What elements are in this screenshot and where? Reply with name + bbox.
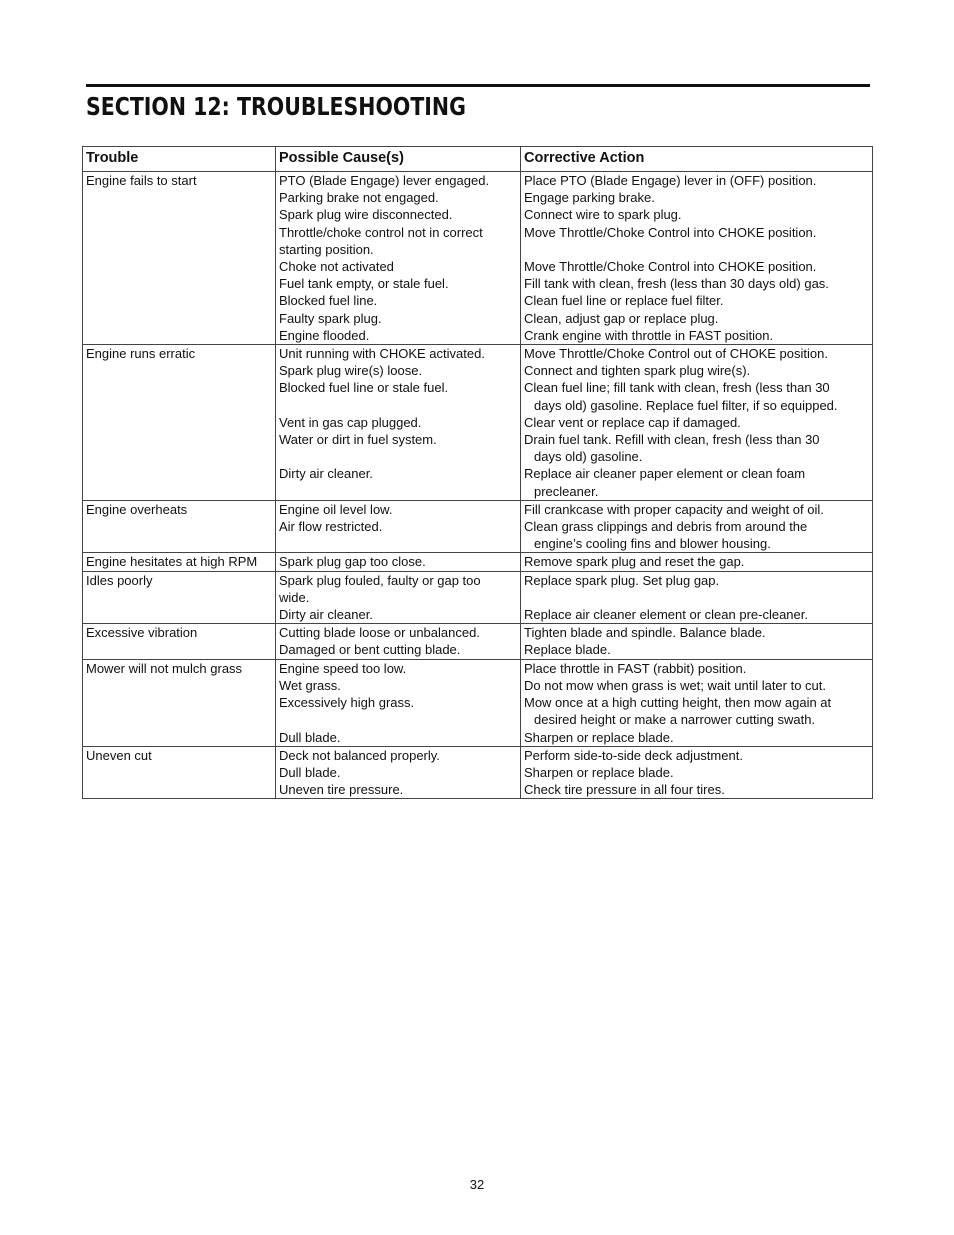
action-line: Clear vent or replace cap if damaged.	[524, 414, 741, 430]
cause-line: Parking brake not engaged.	[279, 190, 439, 206]
title-rule	[86, 84, 870, 87]
causes-cell	[276, 345, 521, 501]
action-line: Place PTO (Blade Engage) lever in (OFF) position.	[524, 173, 817, 188]
action-line: Drain fuel tank. Refill with clean, fresh (less than 30	[524, 432, 820, 448]
cause-line	[279, 397, 517, 414]
trouble-text: Excessive vibration	[86, 625, 198, 641]
causes-cell	[276, 172, 521, 345]
page-number: 32	[469, 1177, 485, 1192]
table-row	[83, 659, 873, 746]
action-line: Replace blade.	[524, 642, 611, 658]
action-line: Connect wire to spark plug.	[524, 207, 682, 223]
cause-line: wide.	[279, 589, 310, 605]
table-row	[83, 172, 873, 345]
table-row	[83, 571, 873, 624]
cause-line: Spark plug gap too close.	[279, 554, 426, 570]
table-row	[83, 500, 873, 553]
cause-line: Vent in gas cap plugged.	[279, 414, 422, 430]
actions-cell	[521, 624, 873, 659]
table-row	[83, 624, 873, 659]
cause-line: Dirty air cleaner.	[279, 607, 373, 623]
action-line: days old) gasoline.	[534, 449, 643, 465]
trouble-cell	[83, 624, 276, 659]
action-line: Place throttle in FAST (rabbit) position.	[524, 660, 747, 676]
cause-line: Choke not activated	[279, 259, 394, 275]
cause-line: Excessively high grass.	[279, 695, 415, 711]
action-line: engine’s cooling fins and blower housing.	[534, 536, 771, 552]
trouble-cell	[83, 659, 276, 746]
table-body	[83, 172, 873, 799]
cause-line: Fuel tank empty, or stale fuel.	[279, 276, 449, 292]
actions-cell	[521, 553, 873, 571]
action-line: Sharpen or replace blade.	[524, 729, 674, 745]
action-line: Move Throttle/Choke Control into CHOKE position.	[524, 224, 817, 240]
action-line: Sharpen or replace blade.	[524, 764, 674, 780]
cause-line	[279, 483, 517, 500]
trouble-text: Uneven cut	[86, 747, 152, 763]
cause-line	[279, 711, 517, 728]
cause-line: Unit running with CHOKE activated.	[279, 346, 485, 362]
trouble-text: Engine hesitates at high RPM	[86, 554, 258, 570]
trouble-cell	[83, 500, 276, 553]
action-line: Replace air cleaner element or clean pre-cleaner.	[524, 607, 808, 623]
trouble-cell	[83, 553, 276, 571]
cause-line: Spark plug wire disconnected.	[279, 207, 453, 223]
action-line: Perform side-to-side deck adjustment.	[524, 747, 743, 763]
trouble-text: Engine fails to start	[86, 173, 197, 188]
causes-cell	[276, 659, 521, 746]
trouble-text: Mower will not mulch grass	[86, 660, 243, 676]
actions-cell	[521, 746, 873, 799]
causes-cell	[276, 553, 521, 571]
action-line: Clean grass clippings and debris from around the	[524, 519, 808, 535]
cause-line: Spark plug fouled, faulty or gap too	[279, 572, 481, 588]
action-line: Mow once at a high cutting height, then mow again at	[524, 695, 832, 711]
cause-line: Spark plug wire(s) loose.	[279, 363, 423, 379]
cause-line: Engine speed too low.	[279, 660, 407, 676]
cause-line: Wet grass.	[279, 677, 341, 693]
trouble-cell	[83, 571, 276, 624]
action-line: Clean, adjust gap or replace plug.	[524, 310, 719, 326]
trouble-cell	[83, 172, 276, 345]
actions-cell	[521, 500, 873, 553]
cause-line: Blocked fuel line.	[279, 293, 378, 309]
cause-line	[279, 535, 517, 552]
action-line: Fill tank with clean, fresh (less than 30 days old) gas.	[524, 276, 829, 292]
cause-line: Air flow restricted.	[279, 519, 383, 535]
cause-line: Water or dirt in fuel system.	[279, 432, 437, 448]
trouble-text: Engine runs erratic	[86, 346, 196, 362]
trouble-cell	[83, 746, 276, 799]
header-trouble: Trouble	[83, 147, 276, 172]
action-line: desired height or make a narrower cutting swath.	[534, 712, 816, 728]
cause-line: PTO (Blade Engage) lever engaged.	[279, 173, 490, 188]
cause-line: Blocked fuel line or stale fuel.	[279, 380, 449, 396]
action-line: Do not mow when grass is wet; wait until later to cut.	[524, 677, 827, 693]
actions-cell	[521, 345, 873, 501]
causes-cell	[276, 500, 521, 553]
cause-line: Faulty spark plug.	[279, 310, 382, 326]
action-line: Connect and tighten spark plug wire(s).	[524, 363, 751, 379]
table-row	[83, 345, 873, 501]
cause-line: Uneven tire pressure.	[279, 782, 404, 798]
actions-cell	[521, 571, 873, 624]
cause-line	[279, 448, 517, 465]
action-line	[524, 241, 869, 258]
action-line: Clean fuel line; fill tank with clean, fresh (less than 30	[524, 380, 830, 396]
action-line: Tighten blade and spindle. Balance blade.	[524, 625, 766, 641]
troubleshooting-table	[82, 146, 873, 799]
trouble-text: Engine overheats	[86, 501, 188, 517]
table-row	[83, 746, 873, 799]
causes-cell	[276, 746, 521, 799]
action-line: Remove spark plug and reset the gap.	[524, 554, 745, 570]
cause-line: starting position.	[279, 241, 374, 257]
cause-line: Engine oil level low.	[279, 501, 393, 517]
action-line: days old) gasoline. Replace fuel filter, if so equipped.	[534, 397, 838, 413]
action-line: Move Throttle/Choke Control into CHOKE position.	[524, 259, 817, 275]
action-line: Replace spark plug. Set plug gap.	[524, 572, 720, 588]
action-line: Replace air cleaner paper element or clean foam	[524, 466, 806, 482]
cause-line: Cutting blade loose or unbalanced.	[279, 625, 480, 641]
action-line: Clean fuel line or replace fuel filter.	[524, 293, 724, 309]
action-line: Check tire pressure in all four tires.	[524, 782, 725, 798]
action-line	[524, 589, 869, 606]
actions-cell	[521, 172, 873, 345]
cause-line: Throttle/choke control not in correct	[279, 224, 483, 240]
trouble-text: Idles poorly	[86, 572, 153, 588]
header-possible-causes: Possible Cause(s)	[276, 147, 521, 172]
causes-cell	[276, 624, 521, 659]
cause-line: Dull blade.	[279, 764, 341, 780]
action-line: Fill crankcase with proper capacity and weight of oil.	[524, 501, 824, 517]
trouble-cell	[83, 345, 276, 501]
table-row	[83, 553, 873, 571]
cause-line: Damaged or bent cutting blade.	[279, 642, 461, 658]
action-line: Engage parking brake.	[524, 190, 655, 206]
cause-line: Deck not balanced properly.	[279, 747, 440, 763]
actions-cell	[521, 659, 873, 746]
table-header-row	[83, 147, 873, 172]
action-line: precleaner.	[534, 483, 599, 499]
cause-line: Dirty air cleaner.	[279, 466, 373, 482]
header-corrective-action: Corrective Action	[521, 147, 873, 172]
section-title: SECTION 12: TROUBLESHOOTING	[86, 92, 466, 121]
cause-line: Engine flooded.	[279, 327, 370, 343]
action-line: Crank engine with throttle in FAST position.	[524, 327, 774, 343]
cause-line: Dull blade.	[279, 729, 341, 745]
causes-cell	[276, 571, 521, 624]
action-line: Move Throttle/Choke Control out of CHOKE position.	[524, 346, 828, 362]
